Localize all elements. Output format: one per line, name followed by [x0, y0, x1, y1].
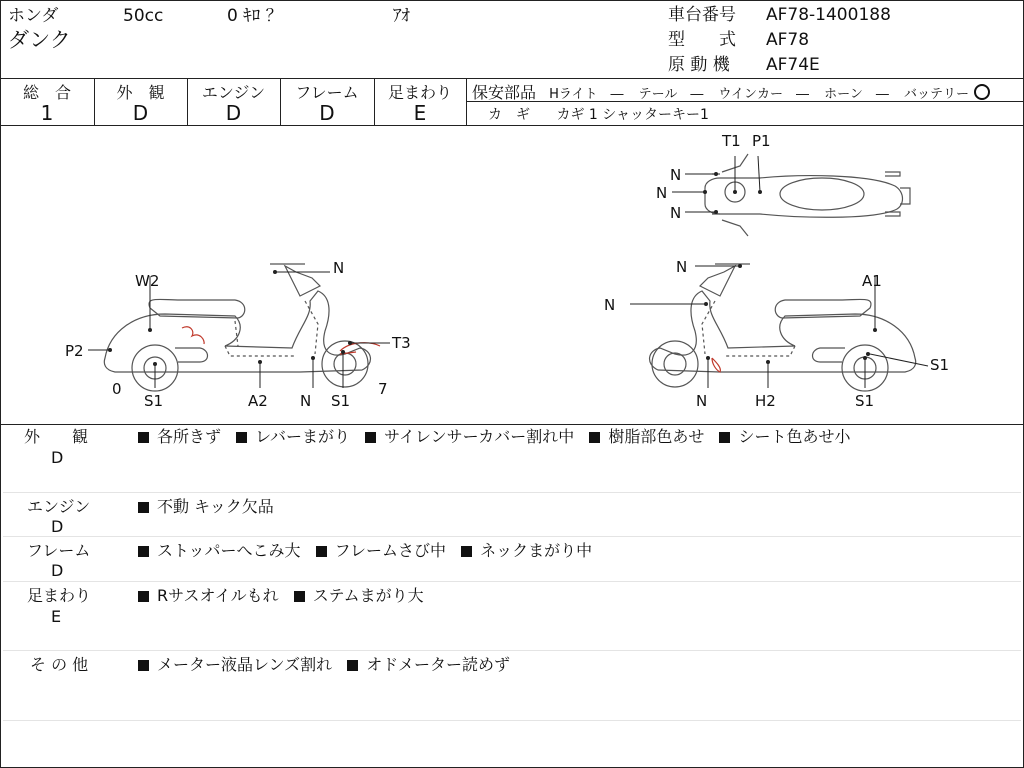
safety-winker: ウインカー ―: [718, 87, 810, 102]
remark-items-engine: [138, 497, 274, 517]
bullet-icon: [138, 432, 149, 443]
label-n-top-2: N: [656, 184, 668, 202]
divider: [3, 720, 1021, 721]
bullet-icon: [461, 546, 472, 557]
safety-label: 保安部品: [472, 83, 537, 102]
grade-overall-label: 総 合: [22, 83, 71, 102]
bullet-icon: [365, 432, 376, 443]
remark-item: フレームさび中: [334, 541, 446, 560]
bullet-icon: [347, 660, 358, 671]
remark-item: オドメーター読めず: [366, 655, 511, 674]
label-n-right-bottom: N: [696, 392, 708, 410]
label-w2: W2: [135, 272, 160, 290]
label-n-floor: N: [300, 392, 312, 410]
battery-ok-icon: [974, 84, 990, 100]
divider: [3, 492, 1021, 493]
bullet-icon: [294, 591, 305, 602]
divider: [3, 536, 1021, 537]
remark-item: 不動 キック欠品: [157, 497, 274, 516]
bullet-icon: [138, 660, 149, 671]
displacement: 50cc: [123, 6, 164, 26]
remark-category-other: そ の 他: [30, 655, 89, 674]
remark-item: レバーまがり: [255, 427, 350, 446]
label-s1-left-front: S1: [331, 392, 351, 410]
label-seven: 7: [378, 380, 388, 398]
grade-appearance-label: 外 観: [116, 83, 165, 102]
divider: [466, 78, 467, 126]
type-label: 型 式: [668, 30, 736, 50]
remark-category-engine: エンジン: [27, 497, 91, 516]
remark-item: メーター液晶レンズ割れ: [157, 655, 333, 674]
divider: [0, 78, 1024, 79]
remark-items-suspension: [138, 586, 424, 606]
divider: [0, 424, 1024, 425]
bullet-icon: [589, 432, 600, 443]
divider: [3, 581, 1021, 582]
grade-engine-value: D: [225, 101, 242, 125]
safety-headlight: Hライト ―: [549, 87, 624, 102]
frame-no: AF78-1400188: [766, 5, 891, 25]
remark-category-frame: フレーム: [27, 541, 91, 560]
label-s1-right-bottom: S1: [855, 392, 875, 410]
frame-no-label: 車台番号: [668, 5, 736, 25]
label-t1: T1: [722, 132, 741, 150]
remark-item: 樹脂部色あせ: [608, 427, 705, 446]
remark-items-appearance: [138, 427, 850, 447]
remark-grade-appearance: D: [51, 448, 64, 467]
remark-item: サイレンサーカバー割れ中: [384, 427, 575, 446]
model-name: ダンク: [8, 28, 71, 52]
label-n-right-handle: N: [676, 258, 688, 276]
label-t3: T3: [392, 334, 411, 352]
remark-item: シート色あせ小: [738, 427, 851, 446]
safety-tail: テール ―: [638, 87, 704, 102]
grade-suspension-label: 足まわり: [387, 83, 452, 102]
remark-items-frame: [138, 541, 592, 561]
remark-item: Rサスオイルもれ: [157, 586, 279, 605]
bullet-icon: [138, 546, 149, 557]
grade-frame-label: フレーム: [295, 83, 359, 102]
remark-item: ネックまがり中: [480, 541, 593, 560]
bullet-icon: [236, 432, 247, 443]
bullet-icon: [719, 432, 730, 443]
safety-parts-row: [472, 80, 990, 103]
key-value: カギ 1 シャッターキー1: [556, 107, 709, 123]
remark-category-suspension: 足まわり: [27, 586, 92, 605]
divider: [3, 650, 1021, 651]
label-n-top-1: N: [670, 166, 682, 184]
grade-overall-value: 1: [40, 101, 54, 125]
label-a1: A1: [862, 272, 882, 290]
grade-engine-label: エンジン: [201, 83, 266, 102]
scooter-top-view: [705, 154, 910, 236]
label-s1-left-rear: S1: [144, 392, 164, 410]
label-zero: 0: [112, 380, 122, 398]
remark-items-other: [138, 655, 510, 675]
bullet-icon: [316, 546, 327, 557]
grade-frame-value: D: [319, 101, 335, 125]
label-p2: P2: [65, 342, 84, 360]
label-h2: H2: [755, 392, 776, 410]
label-n-top-3: N: [670, 204, 682, 222]
key-row: [488, 104, 709, 124]
remark-item: ステムまがり大: [312, 586, 424, 605]
mileage: 0 ｷﾛ ？: [227, 6, 283, 26]
engine-value: AF74E: [766, 55, 820, 75]
label-p1: P1: [752, 132, 771, 150]
scooter-diagram: [0, 126, 1024, 424]
remark-item: 各所きず: [157, 427, 222, 446]
label-n-right-mid: N: [604, 296, 616, 314]
remark-grade-frame: D: [51, 561, 64, 580]
safety-battery: バッテリー: [904, 87, 970, 102]
remark-grade-engine: D: [51, 517, 64, 536]
bullet-icon: [138, 591, 149, 602]
body-color: ｱｵ: [393, 6, 410, 26]
type-value: AF78: [766, 30, 810, 50]
remark-category-appearance: 外 観: [24, 427, 89, 446]
key-label: カ ギ: [488, 107, 530, 123]
grade-appearance-value: D: [132, 101, 149, 125]
label-n-handle: N: [333, 259, 345, 277]
label-s1-right: S1: [930, 356, 950, 374]
maker: ホンダ: [8, 6, 59, 26]
label-a2: A2: [248, 392, 268, 410]
engine-label: 原 動 機: [668, 55, 730, 75]
grade-suspension-value: E: [413, 101, 427, 125]
remark-grade-suspension: E: [51, 607, 62, 626]
safety-horn: ホーン ―: [824, 87, 889, 102]
remark-item: ストッパーへこみ大: [157, 541, 301, 560]
bullet-icon: [138, 502, 149, 513]
